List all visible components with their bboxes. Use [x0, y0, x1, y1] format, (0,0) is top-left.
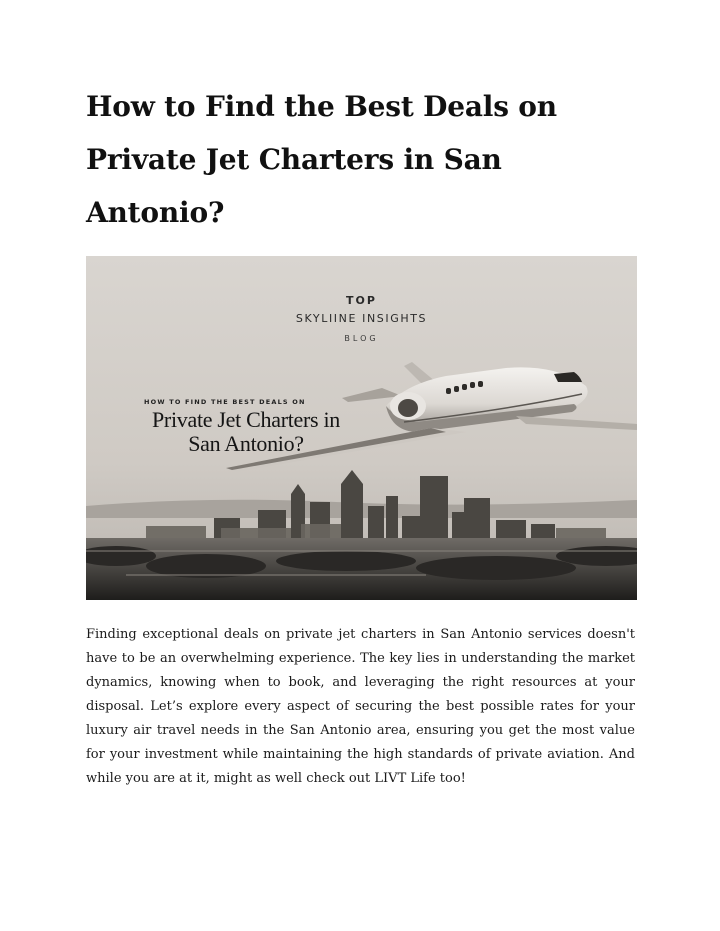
page-title: How to Find the Best Deals on Private Jet Charters in San Antonio?	[86, 90, 557, 229]
brand-blog-label: BLOG	[344, 334, 379, 343]
hero-image	[86, 256, 637, 600]
brand-name: SKYLIINE INSIGHTS	[295, 312, 428, 325]
body-paragraph: Finding exceptional deals on private jet charters in San Antonio services doesn't have to be an overwhelming experience. The key lies in understanding the market dynamics, knowing when to book, and leveraging the right resources at your disposal. Let’s explore every aspect of securing the best possible rates for your luxury air travel needs in the San Antonio area, ensuring you get the most value for your investment while maintaining the high standards of private aviation. And while you are at it, might as well check out LIVT Life too!	[86, 627, 635, 786]
hero-kicker: HOW TO FIND THE BEST DEALS ON	[144, 398, 306, 406]
hero-headline: Private Jet Charters in San Antonio?	[152, 407, 340, 456]
brand-top: TOP	[346, 294, 377, 307]
